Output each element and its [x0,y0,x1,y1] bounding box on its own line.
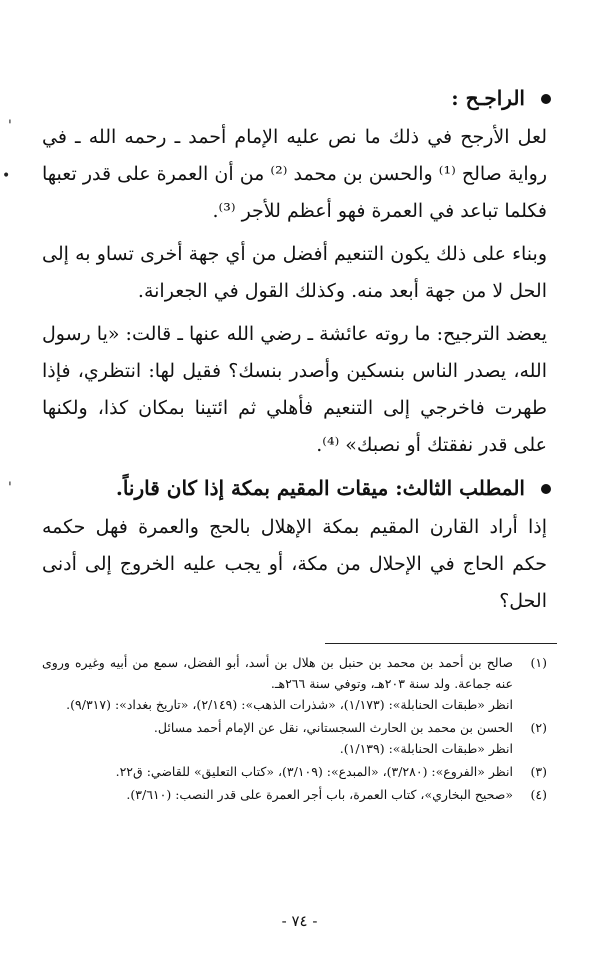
footnote-text [42,761,513,782]
main-text [42,80,547,620]
bullet-icon [541,484,551,494]
paragraph-rajih-opinion: لعل الأرجح في ذلك ما نص عليه الإمام أحمد ـ رحمه الله ـ في رواية صالح ⁽¹⁾ والحسن بن محمد ⁽²⁾ من أن العمرة على قدر تعبها فكلما تباعد في العمرة فهو أعظم للأجر ⁽³⁾. [42,126,547,222]
footnote-divider [325,643,557,644]
footnote-number: (٢) [530,720,547,735]
edge-mark-mid: • [2,168,11,184]
page-number: - ٧٤ - [281,912,318,930]
footnote-line: الحسن بن محمد بن الحارث السجستاني، نقل عن الإمام أحمد مسائل. [153,720,513,735]
section-heading-rajih [42,80,547,117]
footnote-text [42,652,513,715]
footnote-text [42,717,513,759]
footnote-text [42,784,513,805]
footnote-line: «صحيح البخاري»، كتاب العمرة، باب أجر العمرة على قدر النصب: (٣/٦١٠). [126,787,513,802]
footnote-number: (٣) [530,764,547,779]
section-heading-third-matlab [42,470,547,507]
paragraph-tanim-preference: وبناء على ذلك يكون التنعيم أفضل من أي جهة أخرى تساو به إلى الحل لا من جهة أبعد منه. وكذلك القول في الجعرانة. [42,243,547,302]
footnote-number: (١) [530,655,547,670]
footnote-number: (٤) [530,787,547,802]
footnote-line: انظر «الفروع»: (٣/٢٨٠)، «المبدع»: (٣/١٠٩)، «كتاب التعليق» للقاضي: ق٢٢. [115,764,513,779]
bullet-icon [541,94,551,104]
footnote-item [42,717,547,759]
footnote-line: انظر «طبقات الحنابلة»: (١/١٧٣)، «شذرات الذهب»: (٢/١٤٩)، «تاريخ بغداد»: (٩/٣١٧). [66,697,513,712]
footnote-line: انظر «طبقات الحنابلة»: (١/١٣٩). [339,741,513,756]
edge-mark-top: ' [8,118,12,134]
paragraph-qarin-question: إذا أراد القارن المقيم بمكة الإهلال بالحج والعمرة فهل حكمه حكم الحاج في الإحلال من مكة، أو يجب عليه الخروج إلى أدنى الحل؟ [42,516,547,612]
footnotes [42,652,547,807]
footnote-item [42,784,547,805]
footnote-item [42,652,547,715]
footnote-item [42,761,547,782]
edge-mark-lower: ' [8,480,12,496]
heading-text: المطلب الثالث: ميقات المقيم بمكة إذا كان قارناً. [115,476,525,500]
heading-text: الراجـح : [451,86,525,110]
paragraph-aisha-hadith: يعضد الترجيح: ما روته عائشة ـ رضي الله عنها ـ قالت: «يا رسول الله، يصدر الناس بنسكين وأصدر بنسك؟ فقيل لها: انتظري، فإذا طهرت فاخرجي إلى التنعيم فأهلي ثم ائتينا بمكان كذا، ولكنها على قدر نفقتك أو نصبك» ⁽⁴⁾. [42,323,547,456]
footnote-line: صالح بن أحمد بن محمد بن حنبل بن هلال بن أسد، أبو الفضل، سمع من أبيه وغيره وروى عنه جماعة. ولد سنة ٢٠٣هـ، وتوفي سنة ٢٦٦هـ. [42,655,513,691]
